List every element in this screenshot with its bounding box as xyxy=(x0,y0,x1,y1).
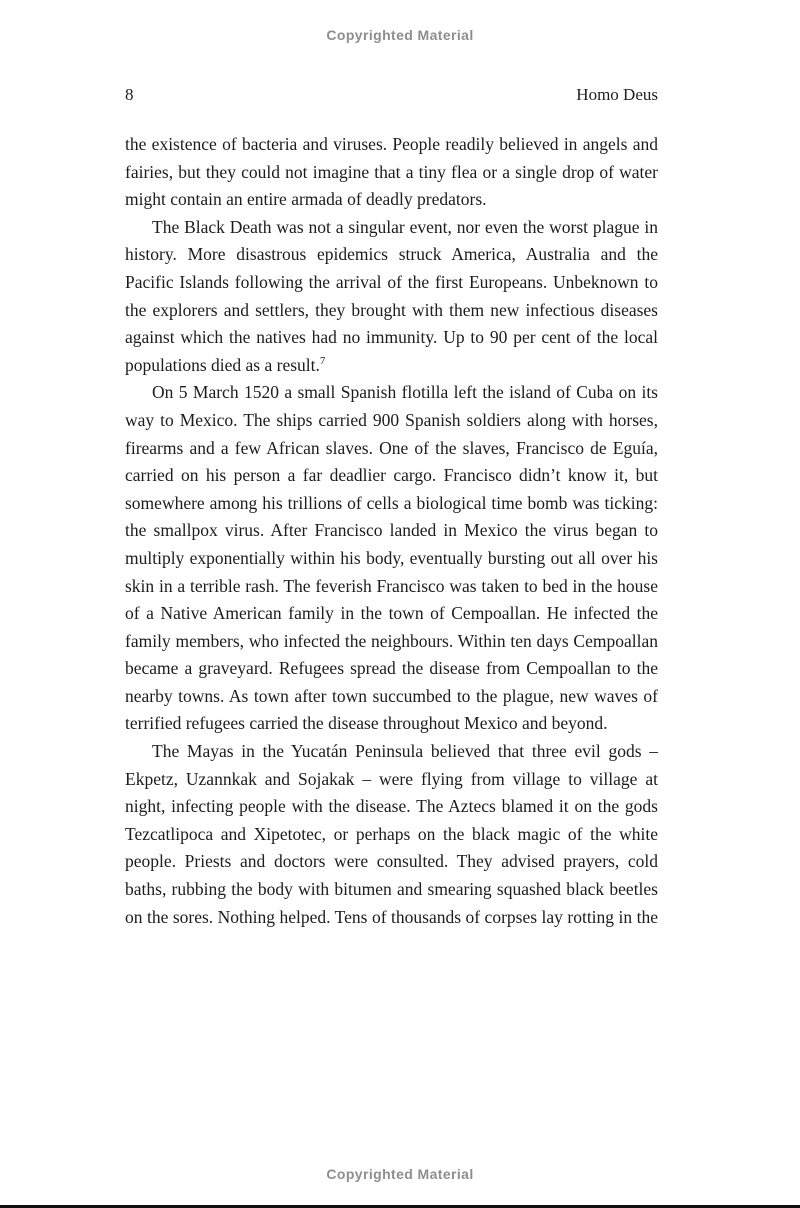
paragraph: On 5 March 1520 a small Spanish flotilla left the island of Cuba on its way to Mexico. The ships carried 900 Spanish soldiers along with horses, firearms and a few African slaves. One of the slaves, Francisco de Eguía, carried on his person a far deadlier cargo. Francisco didn’t know it, but somewhere among his trillions of cells a biological time bomb was ticking: the smallpox virus. After Francisco landed in Mexico the virus began to multiply exponentially within his body, eventually bursting out all over his skin in a terrible rash. The feverish Francisco was taken to bed in the house of a Native American family in the town of Cempoallan. He infected the family members, who infected the neighbours. Within ten days Cempoallan became a graveyard. Refugees spread the disease from Cempoallan to the nearby towns. As town after town succumbed to the plague, new waves of terrified refugees carried the disease throughout Mexico and beyond. xyxy=(125,382,658,734)
paragraph: The Mayas in the Yucatán Peninsula believed that three evil gods – Ekpetz, Uzannkak and Sojakak – were flying from village to village at night, infecting people with the disease. The Aztecs blamed it on the gods Tezcatlipoca and Xipetotec, or perhaps on the black magic of the white people. Priests and doctors were consulted. They advised prayers, cold baths, rubbing the body with bitumen and smearing squashed black beetles on the sores. Nothing helped. Tens of thousands of corpses lay rotting in the xyxy=(125,741,658,927)
page-number: 8 xyxy=(125,85,134,104)
paragraph: the existence of bacteria and viruses. People readily believed in angels and fairies, but they could not imagine that a tiny flea or a single drop of water might contain an entire armada of deadly predators. xyxy=(125,134,658,210)
running-title: Homo Deus xyxy=(576,85,658,104)
copyright-notice-top: Copyrighted Material xyxy=(326,27,474,43)
page-body xyxy=(125,131,658,931)
paragraph xyxy=(125,214,658,380)
copyright-notice-bottom: Copyrighted Material xyxy=(326,1166,474,1182)
paragraph-text: The Black Death was not a singular event, nor even the worst plague in history. More disastrous epidemics struck America, Australia and the Pacific Islands following the arrival of the first Europeans. Unbeknown to the explorers and settlers, they brought with them new infectious diseases against which the natives had no immunity. Up to 90 per cent of the local populations died as a result. xyxy=(125,216,658,375)
footnote-marker: 7 xyxy=(319,354,326,367)
page-header xyxy=(125,85,658,105)
